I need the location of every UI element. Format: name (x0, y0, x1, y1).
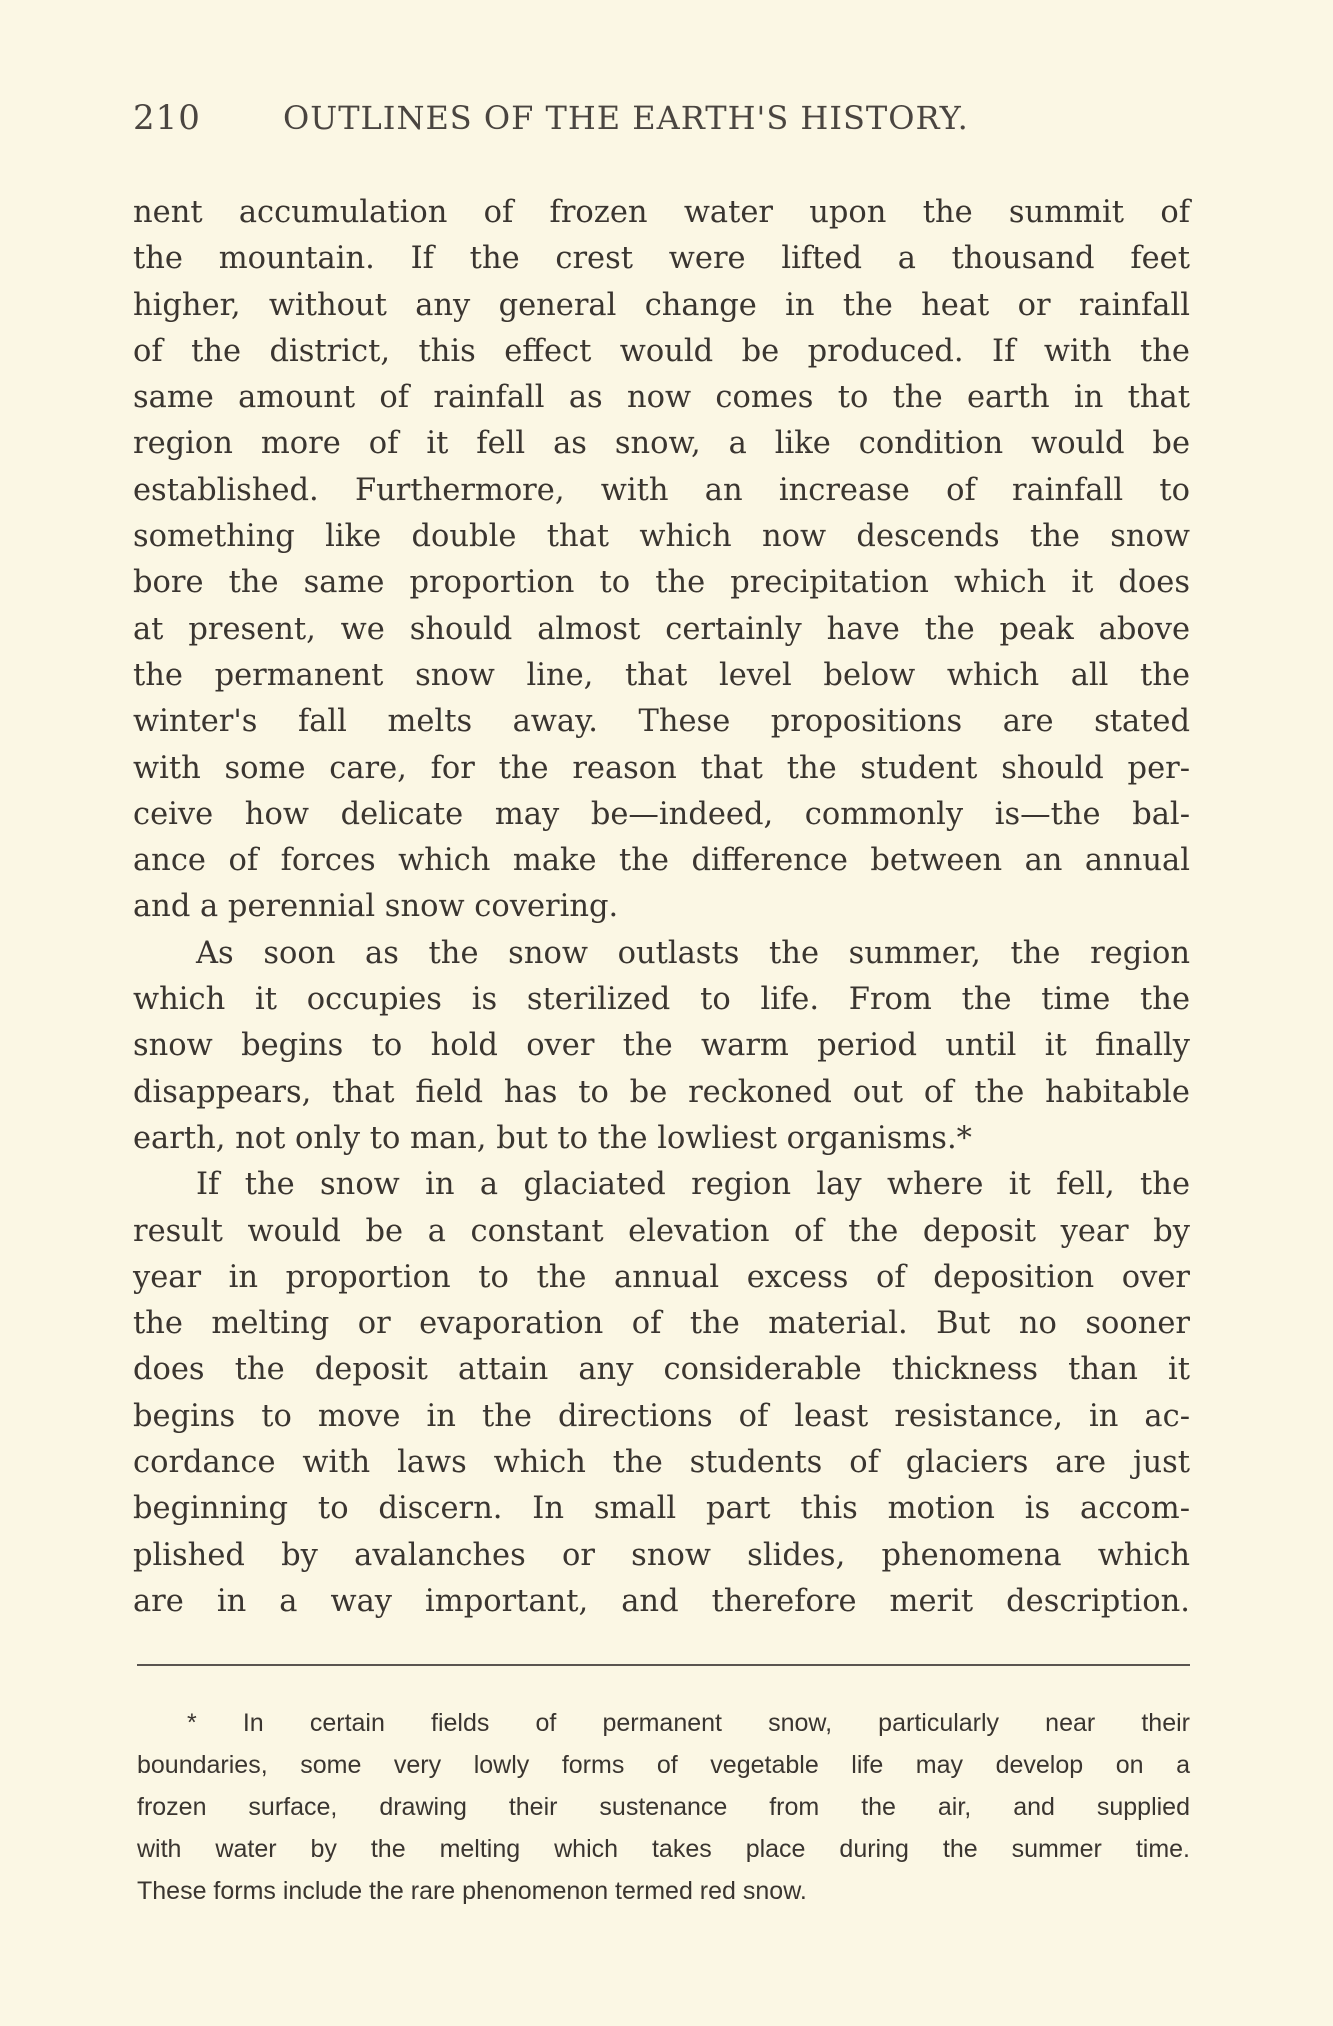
footnote-line: frozen surface, drawing their sustenance from the air, and supplied (137, 1793, 1190, 1821)
text-line: result would be a constant elevation of the deposit year by (133, 1213, 1190, 1249)
text-line: winter's fall melts away. These propositions are stated (133, 704, 1190, 740)
paragraph-start: If the snow in a glaciated region lay where it fell, the (196, 1167, 1190, 1203)
text-line: disappears, that field has to be reckoned out of the habitable (133, 1074, 1190, 1110)
text-line: something like double that which now descends the snow (133, 519, 1190, 555)
footnote-line: boundaries, some very lowly forms of vegetable life may develop on a (137, 1751, 1190, 1779)
body-text (133, 190, 1190, 1625)
text-line: of the district, this effect would be produced. If with the (133, 333, 1190, 369)
text-line: with some care, for the reason that the student should per- (133, 750, 1190, 786)
text-line: earth, not only to man, but to the lowliest organisms.* (133, 1120, 972, 1156)
text-line: cordance with laws which the students of glaciers are just (133, 1445, 1190, 1481)
text-line: does the deposit attain any considerable thickness than it (133, 1352, 1190, 1388)
text-line: bore the same proportion to the precipitation which it does (133, 565, 1190, 601)
footnote (137, 1702, 1190, 1912)
text-line: the permanent snow line, that level below which all the (133, 657, 1190, 693)
text-line: the mountain. If the crest were lifted a thousand feet (133, 241, 1190, 277)
footnote-line: with water by the melting which takes place during the summer time. (137, 1835, 1190, 1863)
text-line: higher, without any general change in the heat or rainfall (133, 287, 1190, 323)
text-line: begins to move in the directions of least resistance, in ac- (133, 1398, 1190, 1434)
text-line: same amount of rainfall as now comes to the earth in that (133, 380, 1190, 416)
running-title: OUTLINES OF THE EARTH'S HISTORY. (283, 99, 969, 137)
text-line: year in proportion to the annual excess of deposition over (133, 1259, 1190, 1295)
text-line: plished by avalanches or snow slides, phenomena which (133, 1537, 1190, 1573)
text-line: ance of forces which make the difference between an annual (133, 843, 1190, 879)
text-line: are in a way important, and therefore merit description. (133, 1583, 1190, 1619)
running-header (133, 98, 1033, 138)
text-line: region more of it fell as snow, a like condition would be (133, 426, 1190, 462)
footnote-line: These forms include the rare phenomenon termed red snow. (137, 1877, 807, 1905)
paragraph-start: As soon as the snow outlasts the summer, the region (196, 935, 1190, 971)
text-line: which it occupies is sterilized to life. From the time the (133, 982, 1190, 1018)
text-line: ceive how delicate may be—indeed, commonly is—the bal- (133, 796, 1190, 832)
text-line: at present, we should almost certainly have the peak above (133, 611, 1190, 647)
text-line: established. Furthermore, with an increase of rainfall to (133, 472, 1190, 508)
text-line: nent accumulation of frozen water upon the summit of (133, 195, 1190, 230)
text-line: the melting or evaporation of the material. But no sooner (133, 1306, 1190, 1342)
footnote-divider (137, 1664, 1190, 1666)
footnote-line: * In certain fields of permanent snow, particularly near their (187, 1709, 1190, 1737)
text-line: and a perennial snow covering. (133, 889, 619, 925)
text-line: snow begins to hold over the warm period until it finally (133, 1028, 1190, 1064)
text-line: beginning to discern. In small part this motion is accom- (133, 1491, 1190, 1527)
page-number: 210 (133, 98, 201, 138)
